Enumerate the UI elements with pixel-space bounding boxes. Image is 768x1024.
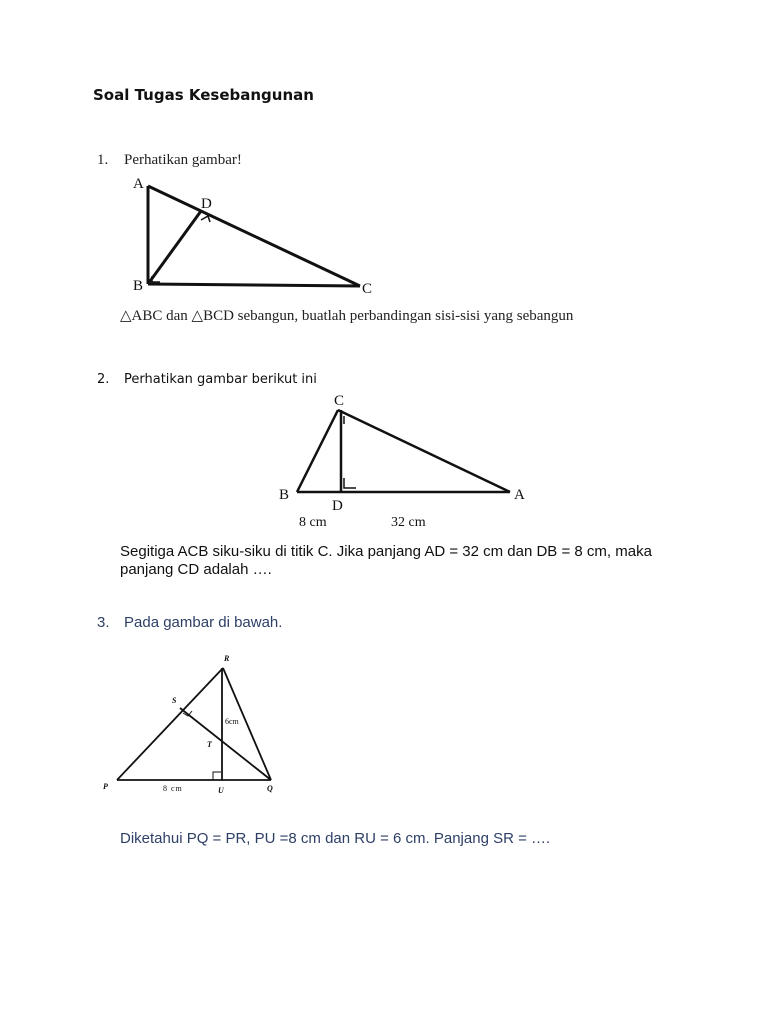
- q2-label-b: B: [279, 487, 290, 503]
- q3-side-pr: [117, 668, 223, 780]
- q3-triangle: [117, 668, 271, 780]
- q3-right-angle-marks: [183, 711, 221, 780]
- q3-prompt: Pada gambar di bawah.: [124, 614, 283, 631]
- q2-statement-line-1: Segitiga ACB siku-siku di titik C. Jika panjang AD = 32 cm dan DB = 8 cm, maka: [120, 543, 652, 560]
- q3-length-ru: 6cm: [225, 717, 239, 726]
- q1-label-a: A: [133, 176, 144, 192]
- q3-length-pu: 8 cm: [163, 784, 183, 793]
- q1-number: 1.: [97, 152, 109, 168]
- q2-number: 2.: [97, 372, 110, 387]
- q3-label-r: R: [224, 654, 230, 663]
- q3-number: 3.: [97, 614, 110, 631]
- q2-prompt: Perhatikan gambar berikut ini: [124, 372, 317, 387]
- q2-label-d: D: [332, 498, 343, 514]
- q3-label-t: T: [207, 740, 212, 749]
- q3-label-u: U: [218, 786, 224, 795]
- q3-label-p: P: [103, 782, 108, 791]
- q1-label-d: D: [201, 196, 212, 212]
- q1-statement: △ABC dan △BCD sebangun, buatlah perbandingan sisi-sisi yang sebangun: [120, 308, 574, 324]
- q3-label-q: Q: [267, 784, 273, 793]
- q3-statement: Diketahui PQ = PR, PU =8 cm dan RU = 6 cm. Panjang SR = ….: [120, 830, 551, 847]
- q1-label-b: B: [133, 278, 144, 294]
- q2-length-db: 8 cm: [299, 515, 327, 530]
- q1-label-c: C: [362, 281, 373, 297]
- q3-label-s: S: [172, 696, 177, 705]
- q2-length-ad: 32 cm: [391, 515, 426, 530]
- q3-right-angle-u: [213, 772, 221, 780]
- document-title: Soal Tugas Kesebangunan: [93, 86, 314, 104]
- q2-label-c: C: [334, 393, 345, 409]
- q2-label-a: A: [514, 487, 525, 503]
- q2-statement-line-2: panjang CD adalah ….: [120, 561, 272, 578]
- q1-prompt: Perhatikan gambar!: [124, 152, 242, 168]
